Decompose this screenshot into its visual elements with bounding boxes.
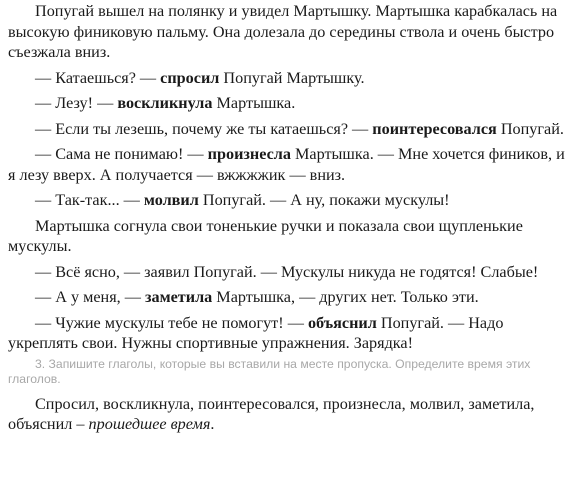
paragraph-dialog xyxy=(0,262,579,283)
text: — Так-так... — xyxy=(35,191,144,209)
paragraph-dialog xyxy=(0,93,579,114)
text: Мартышка, — других нет. Только эти. xyxy=(212,288,479,306)
text: — Если ты лезешь, почему же ты катаешься? — xyxy=(35,119,373,138)
text: — Лезу! — xyxy=(35,94,118,112)
text: — Чужие мускулы тебе не помогут! — xyxy=(35,313,308,332)
text: Попугай Мартышку. xyxy=(219,68,365,87)
text: Мартышка. xyxy=(212,94,296,112)
paragraph-intro xyxy=(0,1,579,63)
inserted-verb: заметила xyxy=(144,288,213,306)
paragraph-dialog xyxy=(0,119,579,140)
text: — Всё ясно, — заявил Попугай. — Мускулы никуда не годятся! Слабые! xyxy=(35,262,539,281)
task-prompt: 3. Запишите глаголы, которые вы вставили на месте пропуска. Определите время этих глаголов. xyxy=(8,356,531,386)
answer-dash: – xyxy=(72,415,89,433)
inserted-verb: поинтересовался xyxy=(372,119,497,138)
text: — Катаешься? — xyxy=(35,68,161,87)
text: — А у меня, — xyxy=(35,288,145,306)
inserted-verb: молвил xyxy=(143,191,199,209)
text: Попугай вышел на полянку и увидел Мартышку. Мартышка карабкалась на высокую финиковую пальму. Она долезала до середины ствола и очень быстро съезжала вниз. xyxy=(8,2,558,61)
inserted-verb: воскликнула xyxy=(117,94,213,112)
text: Попугай. — А ну, покажи мускулы! xyxy=(198,191,450,209)
answer-verbs: Спросил, воскликнула, поинтересовался, произнесла, молвил, заметила, объяснил xyxy=(8,394,535,433)
inserted-verb: спросил xyxy=(160,68,220,87)
paragraph-dialog xyxy=(0,313,579,354)
text: Попугай. xyxy=(496,119,564,138)
paragraph-dialog xyxy=(0,68,579,89)
text: Мартышка. — Мне хочется фиников, и я лезу вверх. А получается — вжжжжик — вниз. xyxy=(8,145,565,184)
text: Мартышка согнула свои тоненькие ручки и показала свои щупленькие мускулы. xyxy=(8,216,523,255)
answer-paragraph xyxy=(0,394,579,435)
paragraph-dialog xyxy=(0,190,579,211)
text: Попугай. — Надо укреплять свои. Нужны спортивные упражнения. Зарядка! xyxy=(8,313,504,352)
inserted-verb: произнесла xyxy=(207,145,291,163)
paragraph-dialog xyxy=(0,287,579,308)
paragraph-dialog xyxy=(0,144,579,185)
answer-tense: прошедшее время xyxy=(88,415,211,433)
paragraph-narration xyxy=(0,216,579,257)
inserted-verb: объяснил xyxy=(307,313,377,332)
answer-end: . xyxy=(210,415,215,433)
text: — Сама не понимаю! — xyxy=(35,145,208,163)
